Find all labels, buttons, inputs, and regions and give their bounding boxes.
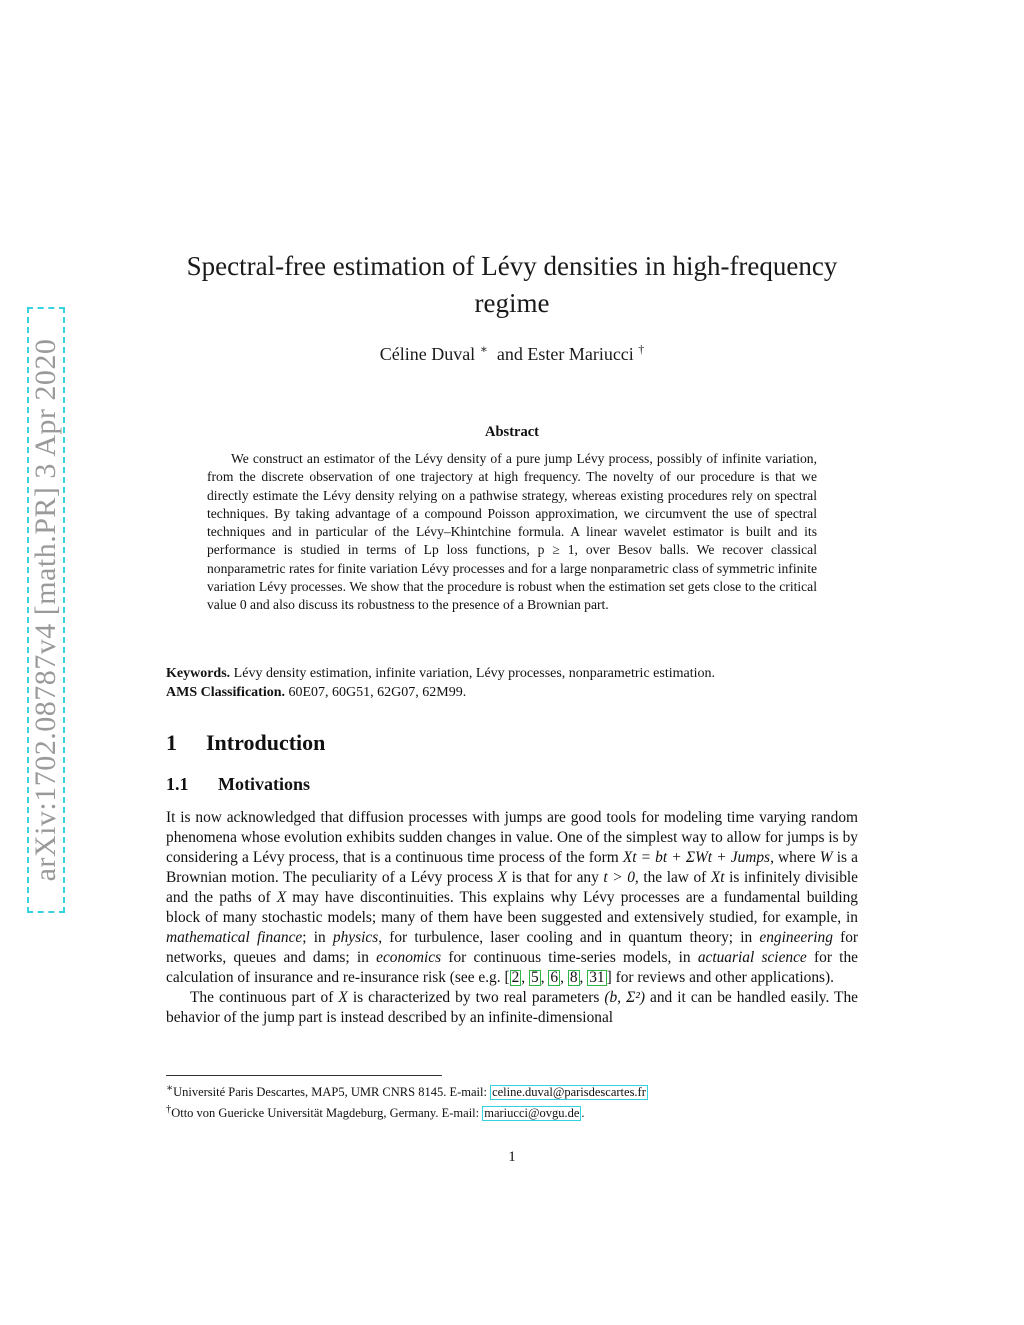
author-conjunction: and <box>496 344 523 364</box>
section-heading <box>166 730 325 756</box>
author-2-footnote-mark[interactable]: † <box>638 342 645 356</box>
email-link-1[interactable]: celine.duval@parisdescartes.fr <box>492 1085 646 1100</box>
citation-link[interactable]: 6 <box>550 969 559 986</box>
subsection-heading <box>166 774 310 795</box>
page-number: 1 <box>508 1149 516 1165</box>
keywords-block <box>166 664 858 702</box>
citation-list: [ 2 , 5 , 6 , 8 , 31 ] <box>504 969 612 986</box>
author-1: Céline Duval <box>379 344 476 364</box>
footnotes <box>166 1080 858 1122</box>
author-list <box>150 342 874 365</box>
title-line-1: Spectral-free estimation of Lévy densities in high-frequency <box>186 251 838 281</box>
email-link-2[interactable]: mariucci@ovgu.de <box>484 1106 580 1121</box>
footnote-rule <box>166 1075 442 1076</box>
keywords-label: Keywords. <box>166 666 231 681</box>
ams-label: AMS Classification. <box>166 685 285 700</box>
keywords-text: Lévy density estimation, infinite variation, Lévy processes, nonparametric estimation. <box>233 666 715 681</box>
title-line-2: regime <box>474 288 550 318</box>
paragraph-2: The continuous part of X is characterized by two real parameters (b, Σ²) and it can be handled easily. The behavior of the jump part is instead described by an infinite-dimensional <box>166 989 858 1026</box>
section-title: Introduction <box>206 730 326 755</box>
ams-text: 60E07, 60G51, 62G07, 62M99. <box>288 685 467 700</box>
paragraph-1: It is now acknowledged that diffusion processes with jumps are good tools for modeling time varying random phenomena whose evolution exhibits sudden changes in value. One of the simplest way to allow for jumps is by considering a Lévy process, that is a continuous time process of the form Xt = bt + ΣWt + Jumps, where W is a Brownian motion. The peculiarity of a Lévy process X is that for any t > 0, the law of Xt is infinitely divisible and the paths of X may have discontinuities. This explains why Lévy processes are a fundamental building block of many stochastic models; many of them have been suggested and extensively studied, for example, in mathematical finance; in physics, for turbulence, laser cooling and in quantum theory; in engineering for networks, queues and dams; in economics for continuous time-series models, in actuarial science for the calculation of insurance and re-insurance risk (see e.g. [ 2 , 5 , 6 , 8 , 31 ] for reviews and other applications). <box>166 809 859 986</box>
citation-link[interactable]: 31 <box>589 969 605 986</box>
citation-link[interactable]: 5 <box>531 969 539 986</box>
equation-inline: Xt = bt + ΣWt + Jumps <box>622 849 771 866</box>
body-text <box>166 808 858 1028</box>
citation-link[interactable]: 2 <box>511 969 520 986</box>
author-1-footnote-mark[interactable]: ∗ <box>479 342 488 356</box>
footnote-1: ∗Université Paris Descartes, MAP5, UMR CNRS 8145. E-mail: celine.duval@parisdescartes.fr <box>166 1083 646 1100</box>
subsection-number: 1.1 <box>166 774 189 794</box>
arxiv-identifier[interactable]: arXiv:1702.08787v4 [math.PR] 3 Apr 2020 <box>29 338 62 882</box>
subsection-title: Motivations <box>218 774 310 794</box>
abstract-text: We construct an estimator of the Lévy density of a pure jump Lévy process, possibly of infinite variation, from the discrete observation of one trajectory at high frequency. The novelty of our procedure is that we directly estimate the Lévy density relying on a pathwise strategy, whereas existing procedures rely on spectral techniques. By taking advantage of a compound Poisson approximation, we circumvent the use of spectral techniques and in particular of the Lévy–Khintchine formula. A linear wavelet estimator is built and its performance is studied in terms of Lp loss functions, p ≥ 1, over Besov balls. We recover classical nonparametric rates for finite variation Lévy processes and for a large nonparametric class of symmetric infinite variation Lévy processes. We show that the procedure is robust when the estimation set gets close to the critical value 0 and also discuss its robustness to the presence of a Brownian part. <box>207 451 817 613</box>
abstract-heading: Abstract <box>485 424 539 440</box>
section-number: 1 <box>166 730 177 755</box>
author-2: Ester Mariucci <box>527 344 634 364</box>
footnote-2: †Otto von Guericke Universität Magdeburg, Germany. E-mail: mariucci@ovgu.de . <box>166 1104 585 1121</box>
paper-title <box>150 248 874 322</box>
citation-link[interactable]: 8 <box>569 969 578 986</box>
